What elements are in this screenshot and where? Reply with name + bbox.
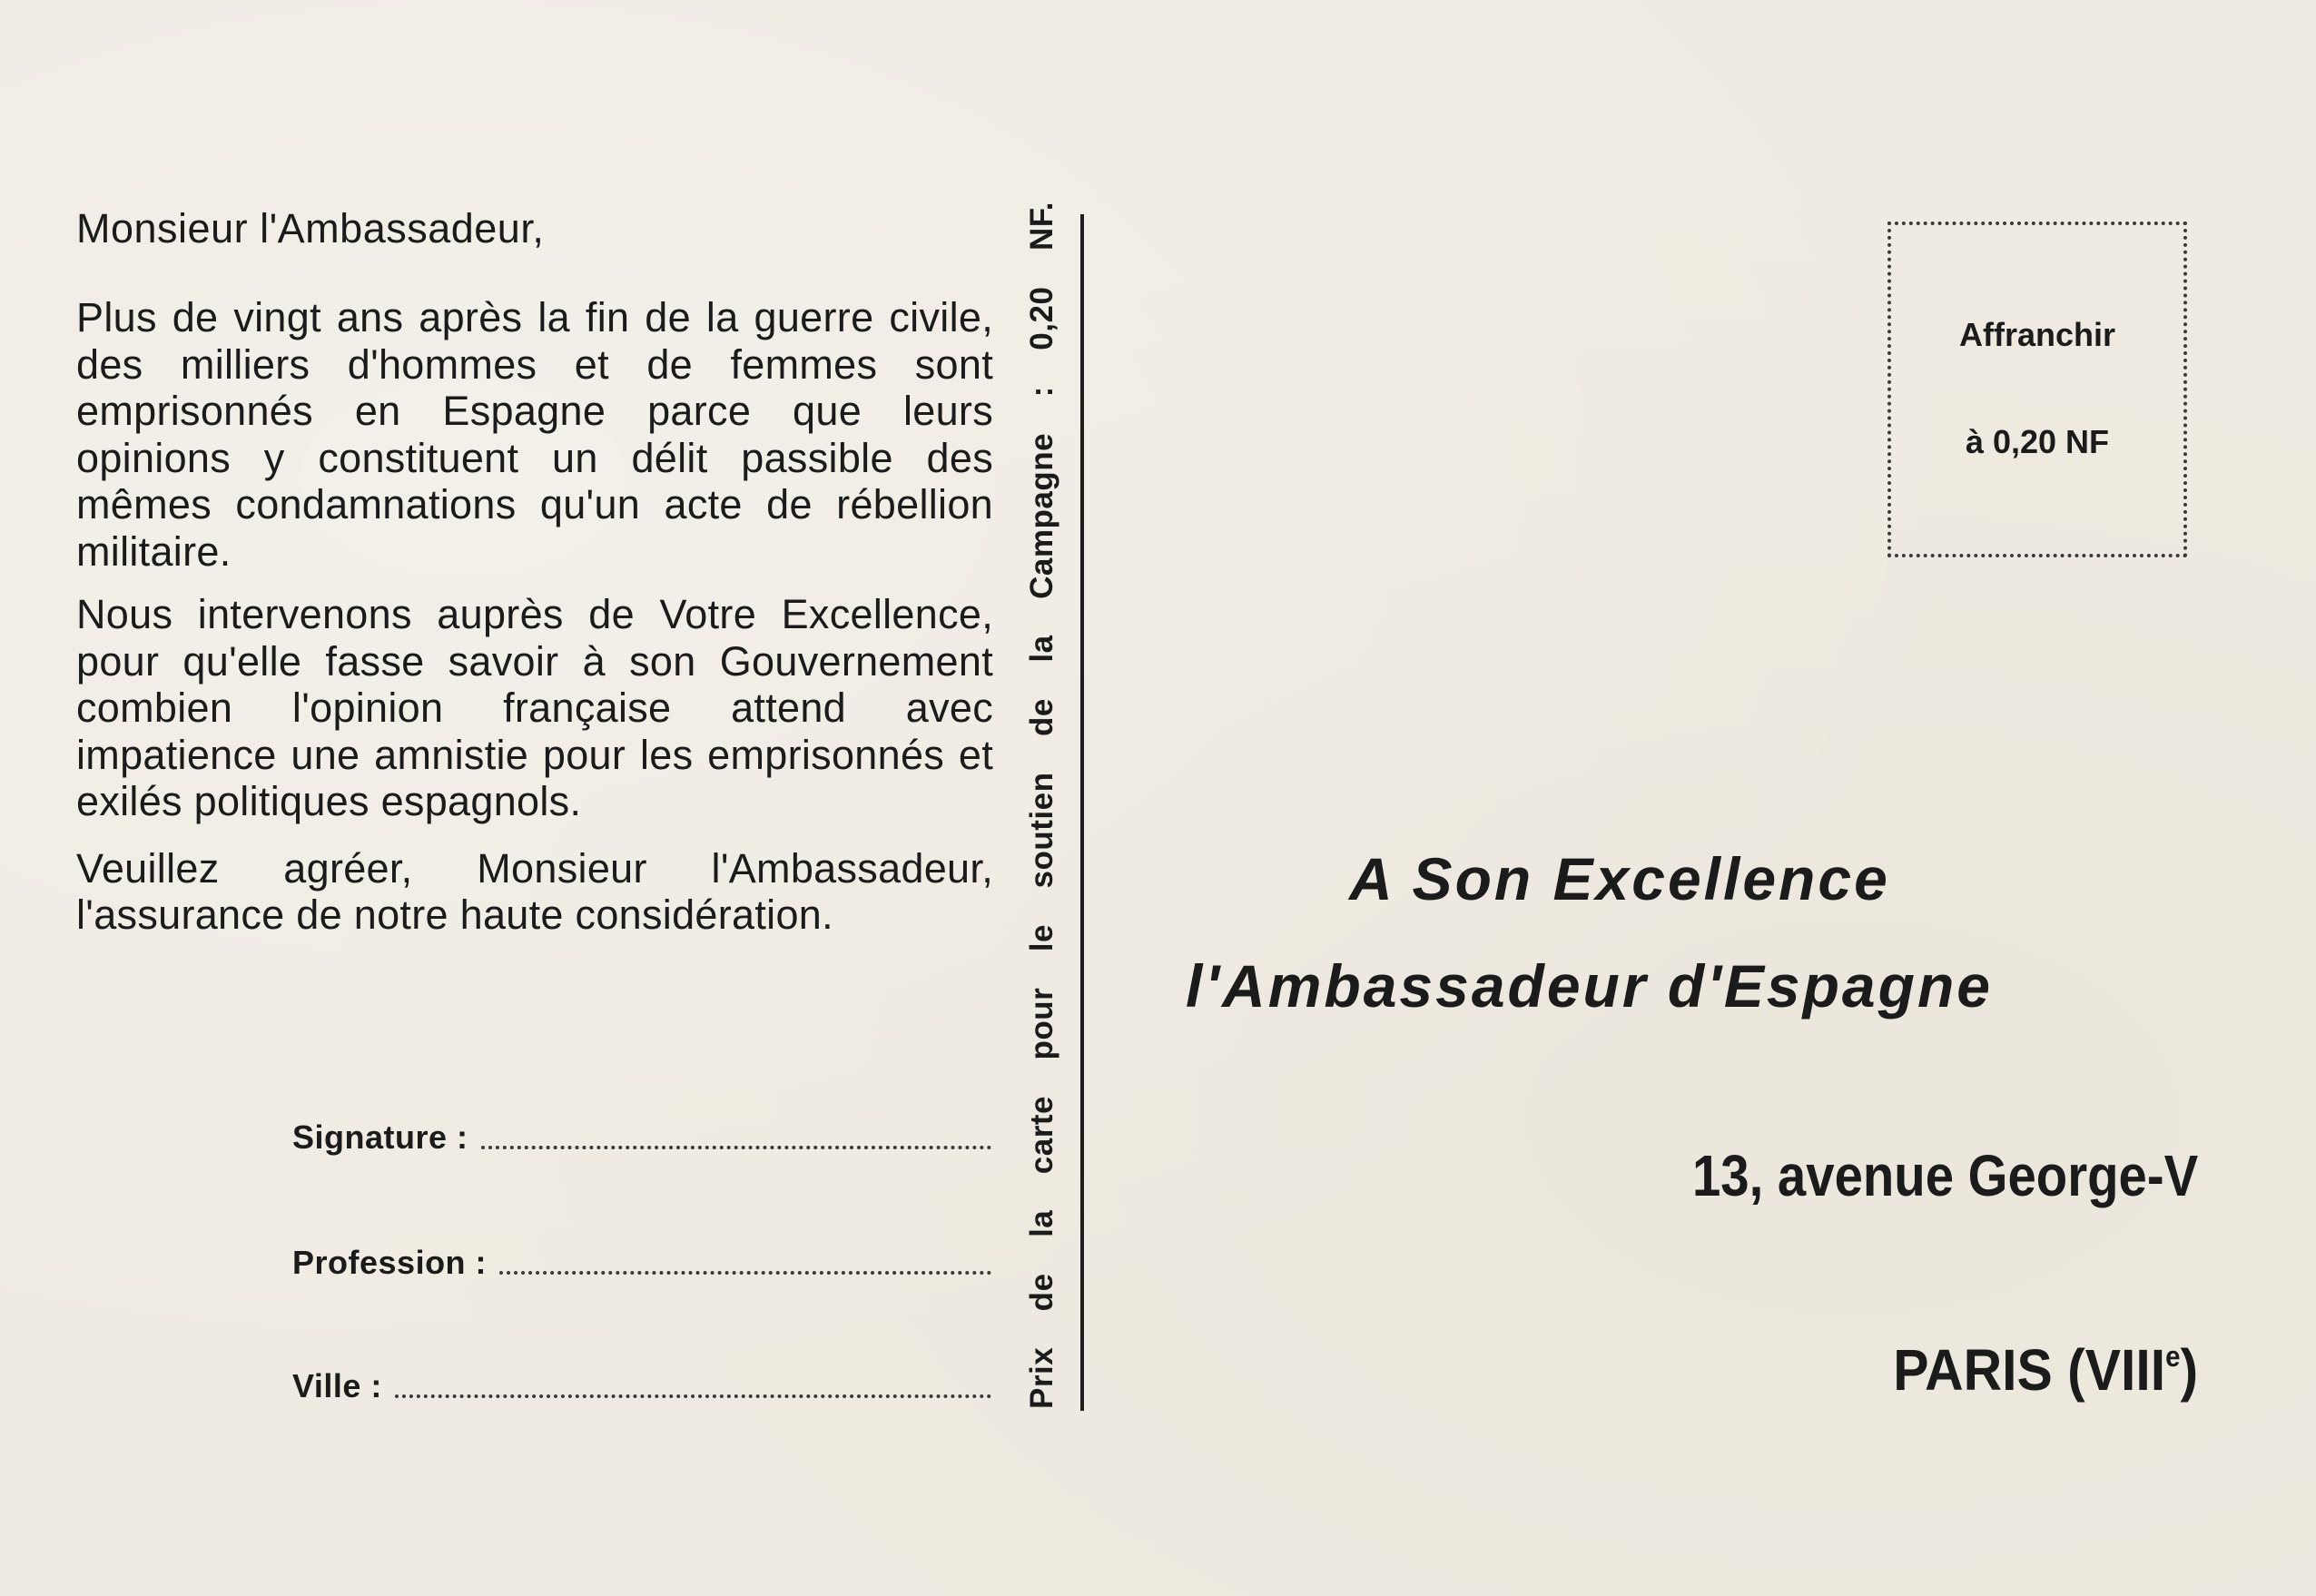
letter-closing: Veuillez agréer, Monsieur l'Ambassadeur, l'assurance de notre haute considération. [76, 844, 993, 938]
stamp-instruction: Affranchir [1958, 316, 2116, 353]
address-city [1893, 1336, 2198, 1404]
profession-dotted-line[interactable] [499, 1270, 991, 1275]
price-note-word: soutien [1024, 772, 1059, 889]
address-recipient-name: l'Ambassadeur d'Espagne [1186, 952, 1993, 1020]
letter-salutation: Monsieur l'Ambassadeur, [76, 205, 545, 251]
stamp-box [1887, 222, 2187, 557]
signature-dotted-line[interactable] [481, 1145, 991, 1149]
letter-paragraph: Nous intervenons auprès de Votre Excellence, pour qu'elle fasse savoir à son Gouvernement combien l'opinion française attend avec impatience une amnistie pour les emprisonnés et exilés politiques espagnols. [76, 591, 993, 824]
vertical-divider [1080, 214, 1084, 1411]
ville-dotted-line[interactable] [395, 1394, 991, 1398]
address-city-close: ) [2180, 1337, 2198, 1403]
price-note-word: la [1024, 635, 1059, 663]
ville-label: Ville : [292, 1367, 382, 1404]
letter-body [76, 294, 993, 955]
signature-field[interactable] [292, 1118, 991, 1157]
price-note-word: de [1024, 698, 1059, 736]
address-city-name: PARIS (VIII [1893, 1337, 2166, 1403]
profession-field[interactable] [292, 1244, 991, 1282]
address-city-superscript: e [2165, 1340, 2181, 1373]
price-note-word: : [1024, 386, 1059, 398]
address-recipient-title: A Son Excellence [1349, 845, 1890, 912]
price-note-word: carte [1024, 1096, 1059, 1175]
price-note-word: NF. [1024, 202, 1059, 251]
signature-label: Signature : [292, 1118, 468, 1156]
profession-label: Profession : [292, 1244, 488, 1281]
address-street: 13, avenue George-V [1691, 1143, 2198, 1208]
price-note-word: de [1024, 1273, 1059, 1312]
price-note-word: le [1024, 923, 1059, 952]
ville-field[interactable] [292, 1367, 991, 1405]
stamp-price: à 0,20 NF [1965, 423, 2110, 460]
price-note-word: 0,20 [1024, 286, 1059, 350]
letter-paragraph: Plus de vingt ans après la fin de la guerre civile, des milliers d'hommes et de femmes sont emprisonnés en Espagne parce que leurs opinions y constituent un délit passible des mêmes condamnations qu'un acte de rébellion militaire. [76, 294, 993, 575]
price-note-word: Campagne [1024, 432, 1059, 599]
price-note [1024, 202, 1060, 1409]
price-note-word: pour [1024, 987, 1059, 1060]
price-note-word: Prix [1024, 1346, 1059, 1409]
price-note-word: la [1024, 1209, 1059, 1237]
